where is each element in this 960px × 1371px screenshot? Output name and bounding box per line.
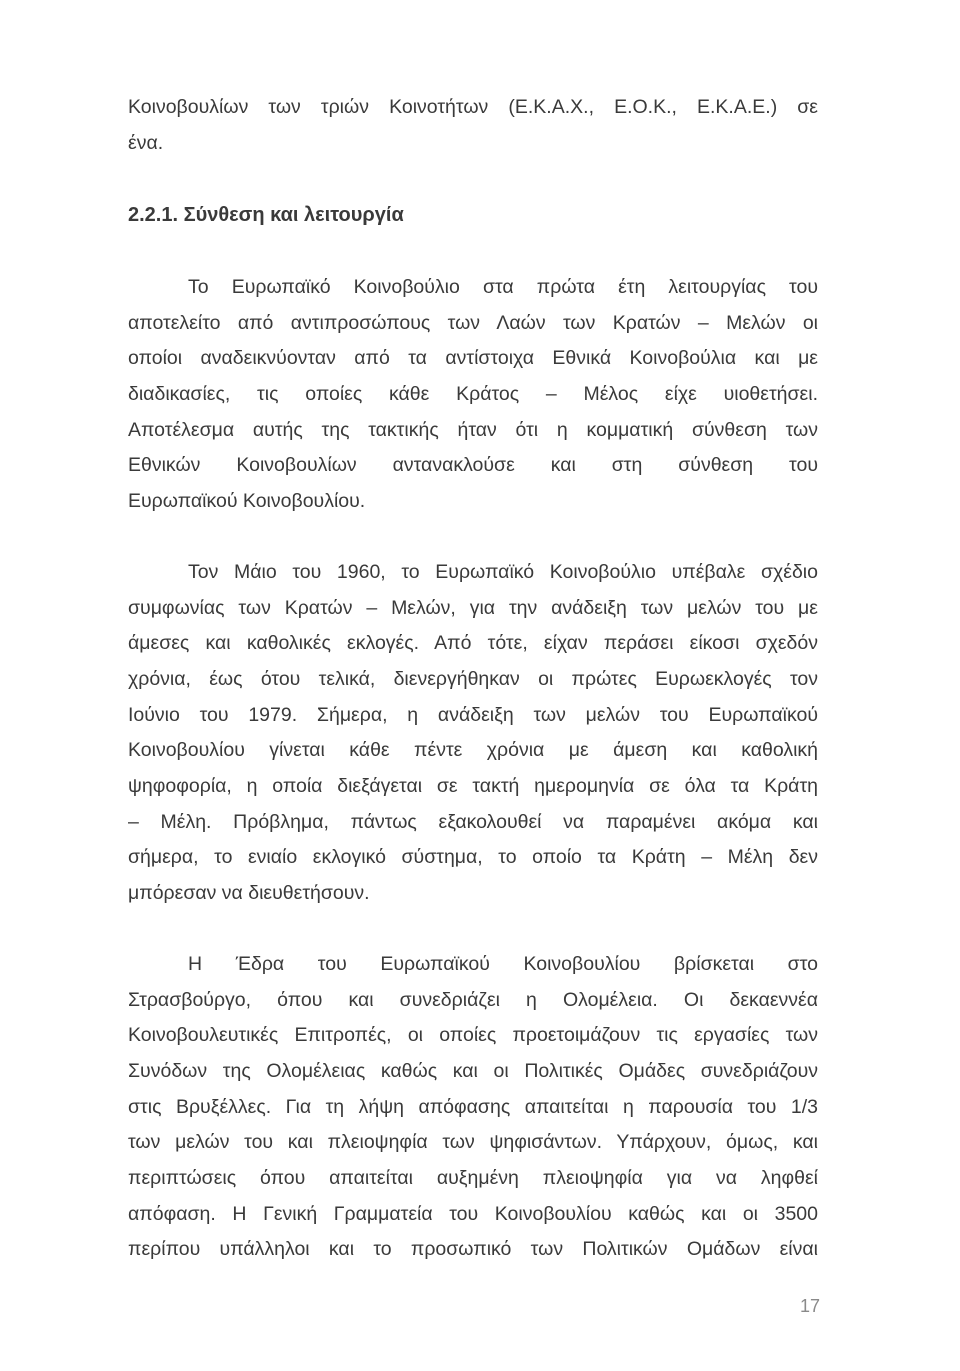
text-line: Αποτέλεσμα αυτής της τακτικής ήταν ότι η κομματική σύνθεση των (128, 419, 818, 441)
text-line: χρόνια, έως ότου τελικά, διενεργήθηκαν οι πρώτες Ευρωεκλογές τον (128, 668, 818, 690)
text-line: στις Βρυξέλλες. Για τη λήψη απόφασης απαιτείται η παρουσία του 1/3 (128, 1096, 818, 1118)
text-line: σήμερα, το ενιαίο εκλογικό σύστημα, το οποίο τα Κράτη – Μέλη δεν (128, 846, 818, 868)
text-line: Ιούνιο του 1979. Σήμερα, η ανάδειξη των μελών του Ευρωπαϊκού (128, 704, 818, 726)
text-line: περιπτώσεις όπου απαιτείται αυξημένη πλειοψηφία για να ληφθεί (128, 1167, 818, 1189)
text-line: Κοινοβουλευτικές Επιτροπές, οι οποίες προετοιμάζουν τις εργασίες των (128, 1024, 818, 1046)
section-heading: 2.2.1. Σύνθεση και λειτουργία (128, 204, 404, 226)
text-line: ψηφοφορία, η οποία διεξάγεται σε τακτή ημερομηνία σε όλα τα Κράτη (128, 775, 818, 797)
text-line: Συνόδων της Ολομέλειας καθώς και οι Πολιτικές Ομάδες συνεδριάζουν (128, 1060, 818, 1082)
text-line: Το Ευρωπαϊκό Κοινοβούλιο στα πρώτα έτη λειτουργίας του (188, 276, 818, 298)
text-line: συμφωνίας των Κρατών – Μελών, για την ανάδειξη των μελών του με (128, 597, 818, 619)
text-line: Ευρωπαϊκού Κοινοβουλίου. (128, 490, 366, 512)
text-line: άμεσες και καθολικές εκλογές. Από τότε, είχαν περάσει είκοσι σχεδόν (128, 632, 818, 654)
text-line: μπόρεσαν να διευθετήσουν. (128, 882, 370, 904)
text-line: Τον Μάιο του 1960, το Ευρωπαϊκό Κοινοβούλιο υπέβαλε σχέδιο (188, 561, 818, 583)
text-line: των μελών του και πλειοψηφία των ψηφισάντων. Υπάρχουν, όμως, και (128, 1131, 818, 1153)
text-line: – Μέλη. Πρόβλημα, πάντως εξακολουθεί να παραμένει ακόμα και (128, 811, 818, 833)
text-line: περίπου υπάλληλοι και το προσωπικό των Πολιτικών Ομάδων είναι (128, 1238, 818, 1260)
text-line: οποίοι αναδεικνύονταν από τα αντίστοιχα Εθνικά Κοινοβούλια και με (128, 347, 818, 369)
text-line: ένα. (128, 132, 164, 154)
text-line: Στρασβούργο, όπου και συνεδριάζει η Ολομέλεια. Οι δεκαεννέα (128, 989, 818, 1011)
page-number: 17 (800, 1296, 821, 1316)
text-line: διαδικασίες, τις οποίες κάθε Κράτος – Μέλος είχε υιοθετήσει. (128, 383, 818, 405)
text-line: αποτελείτο από αντιπροσώπους των Λαών των Κρατών – Μελών οι (128, 312, 818, 334)
text-line: Εθνικών Κοινοβουλίων αντανακλούσε και στη σύνθεση του (128, 454, 818, 476)
text-line: Κοινοβουλίων των τριών Κοινοτήτων (Ε.Κ.Α.Χ., Ε.Ο.Κ., Ε.Κ.Α.Ε.) σε (128, 96, 818, 118)
text-line: απόφαση. Η Γενική Γραμματεία του Κοινοβουλίου καθώς και οι 3500 (128, 1203, 818, 1225)
text-line: Κοινοβουλίου γίνεται κάθε πέντε χρόνια με άμεση και καθολική (128, 739, 818, 761)
text-line: Η Έδρα του Ευρωπαϊκού Κοινοβουλίου βρίσκεται στο (188, 953, 818, 975)
